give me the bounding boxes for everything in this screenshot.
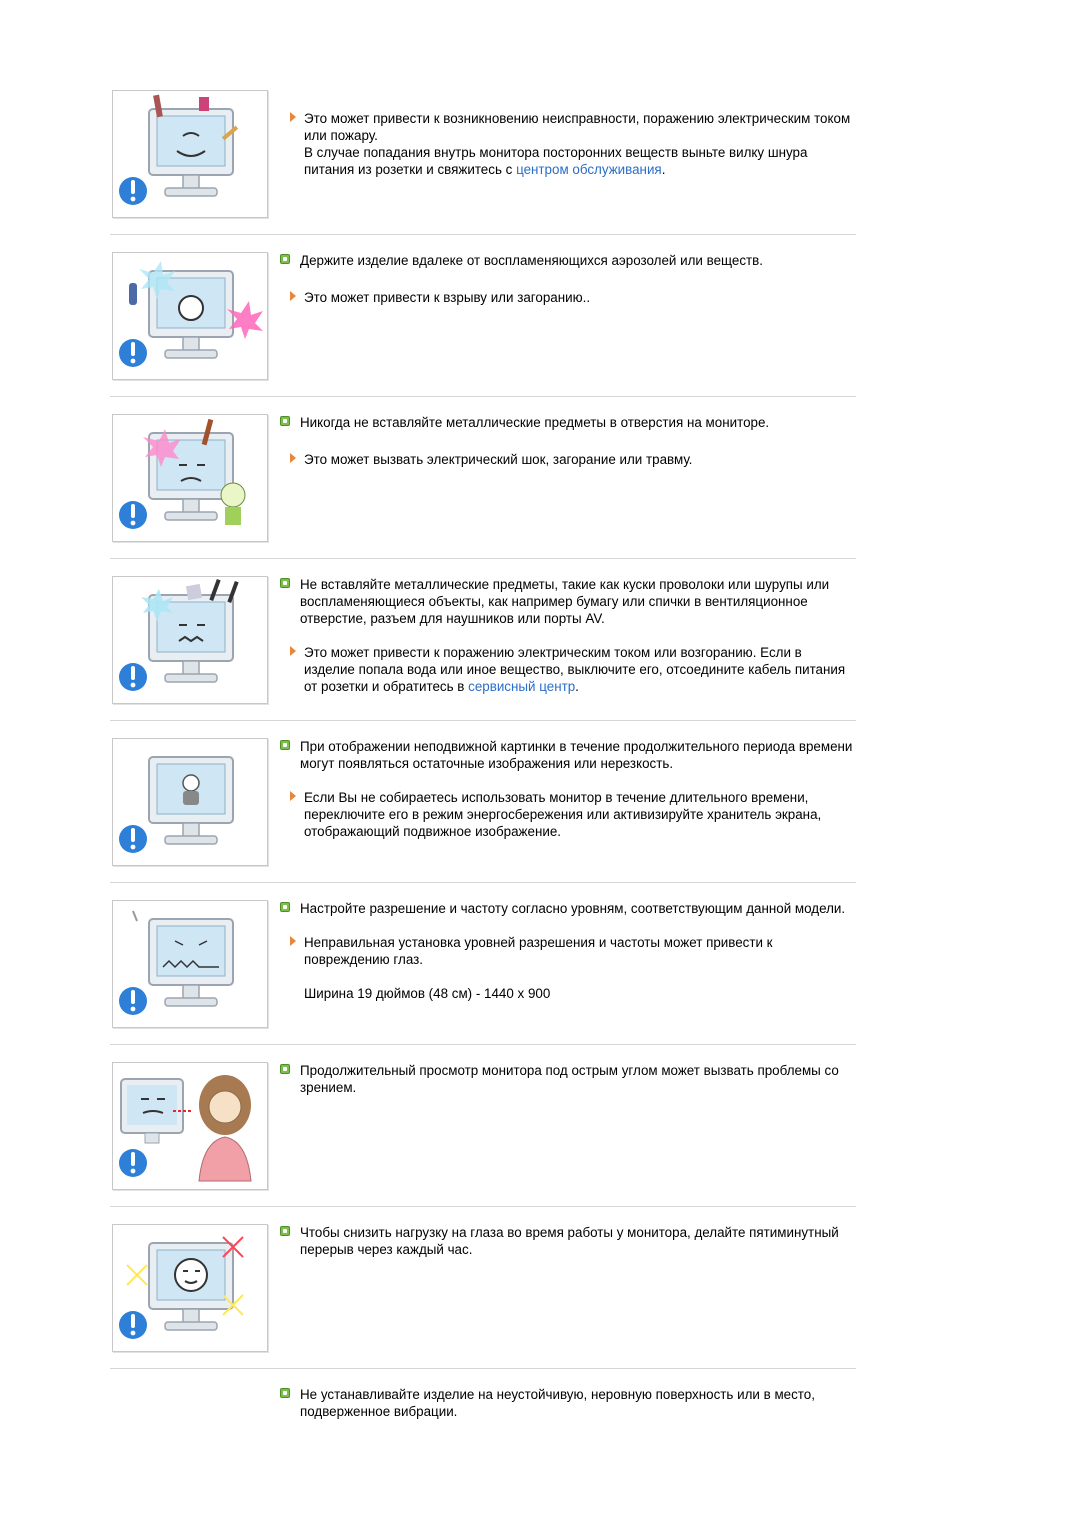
service-center-link[interactable]: центром обслуживания [516,162,662,177]
still-image-illustration [112,738,268,866]
main-item [286,1062,856,1096]
sub-item [286,644,856,695]
green-bullet-icon [280,578,290,588]
aerosol-illustration [112,252,268,380]
punctuation: . [661,162,666,177]
section-text [286,252,856,306]
main-text: Настройте разрешение и частоту согласно уровням, соответствующим данной модели. [300,901,846,916]
service-center-link[interactable]: сервисный центр [468,679,576,694]
orange-arrow-icon [290,936,296,946]
green-bullet-icon [280,416,290,426]
sub-text: Это может вызвать электрический шок, загорание или травму. [304,452,693,467]
resolution-spec: Ширина 19 дюймов (48 см) - 1440 x 900 [304,986,551,1001]
orange-arrow-icon [290,453,296,463]
green-bullet-icon [280,254,290,264]
separator [110,558,856,559]
section-text [286,576,856,695]
punctuation: . [575,679,579,694]
green-bullet-icon [280,1226,290,1236]
green-bullet-icon [280,740,290,750]
orange-arrow-icon [290,791,296,801]
green-bullet-icon [280,902,290,912]
separator [110,1206,856,1207]
main-item [286,738,856,772]
section-text [286,110,856,178]
section-text [286,738,856,840]
separator [110,720,856,721]
orange-arrow-icon [290,291,296,301]
sub-text: Это может привести к поражению электрическим током или возгоранию. Если в изделие попала вода или иное вещество, выключите его, отсоедините кабель питания от розетки и обратитесь в [304,645,846,694]
sub-item [286,789,856,840]
main-item [286,414,856,431]
main-text: Не вставляйте металлические предметы, такие как куски проволоки или шурупы или воспламеняющиеся объекты, как например бумагу или спички в вентиляционное отверстие, разъем для наушников или порты AV. [300,577,830,626]
main-item [286,900,856,917]
separator [110,1368,856,1369]
ventilation-illustration [112,576,268,704]
green-bullet-icon [280,1388,290,1398]
separator [110,1044,856,1045]
main-item [286,576,856,627]
separator [110,882,856,883]
main-item [286,1224,856,1258]
sub-text: Это может привести к взрыву или загоранию.. [304,290,591,305]
main-text: Не устанавливайте изделие на неустойчивую, неровную поверхность или в место, подверженное вибрации. [300,1387,815,1419]
foreign-objects-illustration [112,90,268,218]
viewing-angle-illustration [112,1062,268,1190]
green-bullet-icon [280,1064,290,1074]
section-text [286,1224,856,1258]
separator [110,396,856,397]
main-text: Держите изделие вдалеке от воспламеняющихся аэрозолей или веществ. [300,253,763,268]
sub-item [286,934,856,968]
sub-text: Если Вы не собираетесь использовать монитор в течение длительного времени, переключите его в режим энергосбережения или активизируйте хранитель экрана, отображающий подвижное изображение. [304,790,822,839]
section-text [286,1062,856,1096]
main-text: Чтобы снизить нагрузку на глаза во время работы у монитора, делайте пятиминутный перерыв через каждый час. [300,1225,839,1257]
main-text: Никогда не вставляйте металлические предметы в отверстия на мониторе. [300,415,770,430]
sub-item [286,289,856,306]
sub-text: В случае попадания внутрь монитора посторонних веществ выньте вилку шнура питания из розетки и свяжитесь с [304,145,808,177]
section-text [286,900,856,1002]
orange-arrow-icon [290,646,296,656]
main-item [286,252,856,269]
sub-text: Неправильная установка уровней разрешения и частоты может привести к повреждению глаз. [304,935,773,967]
sub-item [286,110,856,178]
main-text: При отображении неподвижной картинки в течение продолжительного периода времени могут появляться остаточные изображения или нерезкость. [300,739,853,771]
main-text: Продолжительный просмотр монитора под острым углом может вызвать проблемы со зрением. [300,1063,839,1095]
main-item [286,1386,856,1420]
eye-strain-illustration [112,1224,268,1352]
resolution-illustration [112,900,268,1028]
section-text [286,414,856,468]
separator [110,234,856,235]
sub-item [286,451,856,468]
section-text [286,1386,856,1420]
sub-text: Это может привести к возникновению неисправности, поражению электрическим током или пожару. [304,111,851,143]
metal-objects-illustration [112,414,268,542]
spec-line [286,985,856,1002]
orange-arrow-icon [290,112,296,122]
